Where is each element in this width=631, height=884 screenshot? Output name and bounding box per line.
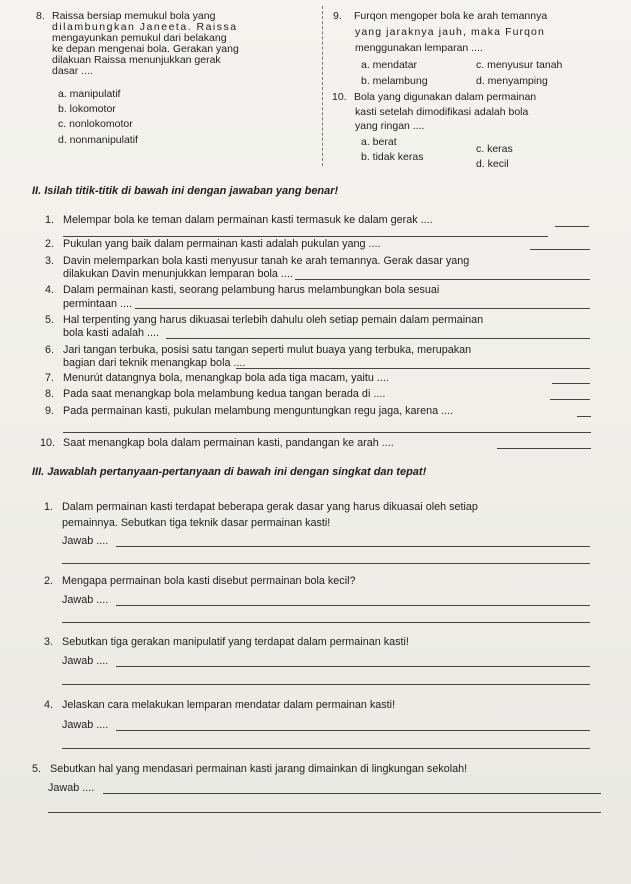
- question-text-line: Furqon mengoper bola ke arah temannya: [354, 10, 548, 22]
- answer-blank[interactable]: [236, 368, 590, 369]
- item-text: Pada saat menangkap bola melambung kedua tangan berada di ....: [63, 388, 386, 400]
- option-c[interactable]: c. keras: [476, 143, 513, 155]
- answer-blank[interactable]: [135, 308, 590, 309]
- question-text-line: yang jaraknya jauh, maka Furqon: [355, 26, 545, 38]
- answer-line[interactable]: [116, 546, 590, 547]
- item-number: 3.: [45, 255, 55, 267]
- item-text: Menurút datangnya bola, menangkap bola ada tiga macam, yaitu ....: [63, 372, 389, 384]
- item-number: 6.: [45, 344, 55, 356]
- item-text: permintaan ....: [63, 298, 133, 310]
- option-d[interactable]: d. menyamping: [476, 75, 548, 87]
- item-text: Sebutkan tiga gerakan manipulatif yang terdapat dalam permainan kasti!: [62, 636, 409, 648]
- question-text-line: kasti setelah dimodifikasi adalah bola: [355, 106, 529, 118]
- answer-line[interactable]: [62, 622, 590, 623]
- answer-blank[interactable]: [63, 432, 591, 433]
- item-text: bola kasti adalah ....: [63, 327, 160, 339]
- answer-blank[interactable]: [497, 448, 591, 449]
- item-number: 4.: [44, 699, 54, 711]
- answer-line[interactable]: [48, 812, 601, 813]
- answer-blank[interactable]: [552, 383, 590, 384]
- item-text: Sebutkan hal yang mendasari permainan kasti jarang dimainkan di lingkungan sekolah!: [50, 763, 468, 775]
- answer-line[interactable]: [62, 684, 590, 685]
- item-number: 5.: [32, 763, 42, 775]
- answer-line[interactable]: [116, 605, 590, 606]
- jawab-label: Jawab ....: [62, 655, 109, 667]
- item-text: bagian dari teknik menangkap bola ....: [63, 357, 246, 369]
- question-number: 10.: [332, 91, 347, 103]
- question-text-line: dasar ....: [52, 65, 93, 77]
- answer-blank[interactable]: [555, 226, 589, 227]
- jawab-label: Jawab ....: [62, 535, 109, 547]
- item-text: Dalam permainan kasti terdapat beberapa gerak dasar yang harus dikuasai oleh setiap: [62, 501, 478, 513]
- option-d[interactable]: d. kecil: [476, 158, 509, 170]
- question-text-line: yang ringan ....: [355, 120, 425, 132]
- item-text: Pukulan yang baik dalam permainan kasti adalah pukulan yang ....: [63, 238, 381, 250]
- item-text: Melempar bola ke teman dalam permainan kasti termasuk ke dalam gerak ....: [63, 214, 433, 226]
- item-number: 2.: [45, 238, 55, 250]
- question-number: 9.: [333, 10, 342, 22]
- jawab-label: Jawab ....: [62, 594, 109, 606]
- option-c[interactable]: c. menyusur tanah: [476, 59, 563, 71]
- option-c[interactable]: c. nonlokomotor: [58, 118, 133, 130]
- item-text: Pada permainan kasti, pukulan melambung menguntungkan regu jaga, karena ....: [63, 405, 454, 417]
- answer-line[interactable]: [62, 563, 590, 564]
- item-number: 4.: [45, 284, 55, 296]
- item-text: Jelaskan cara melakukan lemparan mendatar dalam permainan kasti!: [62, 699, 396, 711]
- answer-blank[interactable]: [550, 399, 590, 400]
- item-text: dilakukan Davin menunjukkan lemparan bola ....: [63, 268, 293, 280]
- jawab-label: Jawab ....: [48, 782, 95, 794]
- item-number: 2.: [44, 575, 54, 587]
- question-text-line: dilambungkan Janeeta. Raissa: [52, 21, 238, 33]
- item-text: Hal terpenting yang harus dikuasai terlebih dahulu oleh setiap pemain dalam permainan: [63, 314, 484, 326]
- answer-line[interactable]: [62, 748, 590, 749]
- option-d[interactable]: d. nonmanipulatif: [58, 134, 138, 146]
- option-b[interactable]: b. melambung: [361, 75, 428, 87]
- item-number: 8.: [45, 388, 55, 400]
- question-number: 8.: [36, 10, 45, 22]
- question-text-line: menggunakan lemparan ....: [355, 42, 483, 54]
- answer-blank[interactable]: [577, 416, 591, 417]
- item-text: Saat menangkap bola dalam permainan kasti, pandangan ke arah ....: [63, 437, 394, 449]
- answer-blank[interactable]: [63, 236, 548, 237]
- question-text-line: Raissa bersiap memukul bola yang: [52, 10, 216, 22]
- item-text: pemainnya. Sebutkan tiga teknik dasar permainan kasti!: [62, 517, 331, 529]
- item-text: Jari tangan terbuka, posisi satu tangan seperti mulut buaya yang terbuka, merupakan: [63, 344, 472, 356]
- option-b[interactable]: b. lokomotor: [58, 103, 116, 115]
- item-number: 9.: [45, 405, 55, 417]
- item-text: Dalam permainan kasti, seorang pelambung harus melambungkan bola sesuai: [63, 284, 440, 296]
- option-a[interactable]: a. berat: [361, 136, 397, 148]
- jawab-label: Jawab ....: [62, 719, 109, 731]
- item-number: 10.: [40, 437, 56, 449]
- column-divider: [322, 6, 323, 166]
- answer-line[interactable]: [103, 793, 601, 794]
- answer-line[interactable]: [116, 666, 590, 667]
- item-text: Mengapa permainan bola kasti disebut permainan bola kecil?: [62, 575, 356, 587]
- question-text-line: mengayunkan pemukul dari belakang: [52, 32, 227, 44]
- option-a[interactable]: a. manipulatif: [58, 88, 121, 100]
- item-number: 7.: [45, 372, 55, 384]
- item-number: 1.: [44, 501, 54, 513]
- section-2-heading: II. Isilah titik-titik di bawah ini dengan jawaban yang benar!: [32, 185, 339, 197]
- option-a[interactable]: a. mendatar: [361, 59, 418, 71]
- answer-blank[interactable]: [530, 249, 590, 250]
- answer-line[interactable]: [116, 730, 590, 731]
- option-b[interactable]: b. tidak keras: [361, 151, 424, 163]
- item-number: 3.: [44, 636, 54, 648]
- question-text-line: ke depan mengenai bola. Gerakan yang: [52, 43, 239, 55]
- answer-blank[interactable]: [295, 279, 590, 280]
- section-3-heading: III. Jawablah pertanyaan-pertanyaan di bawah ini dengan singkat dan tepat!: [32, 466, 427, 478]
- answer-blank[interactable]: [166, 338, 590, 339]
- question-text-line: dilakuan Raissa menunjukkan gerak: [52, 54, 221, 66]
- item-number: 5.: [45, 314, 55, 326]
- item-text: Davin melemparkan bola kasti menyusur tanah ke arah temannya. Gerak dasar yang: [63, 255, 470, 267]
- item-number: 1.: [45, 214, 55, 226]
- question-text-line: Bola yang digunakan dalam permainan: [354, 91, 537, 103]
